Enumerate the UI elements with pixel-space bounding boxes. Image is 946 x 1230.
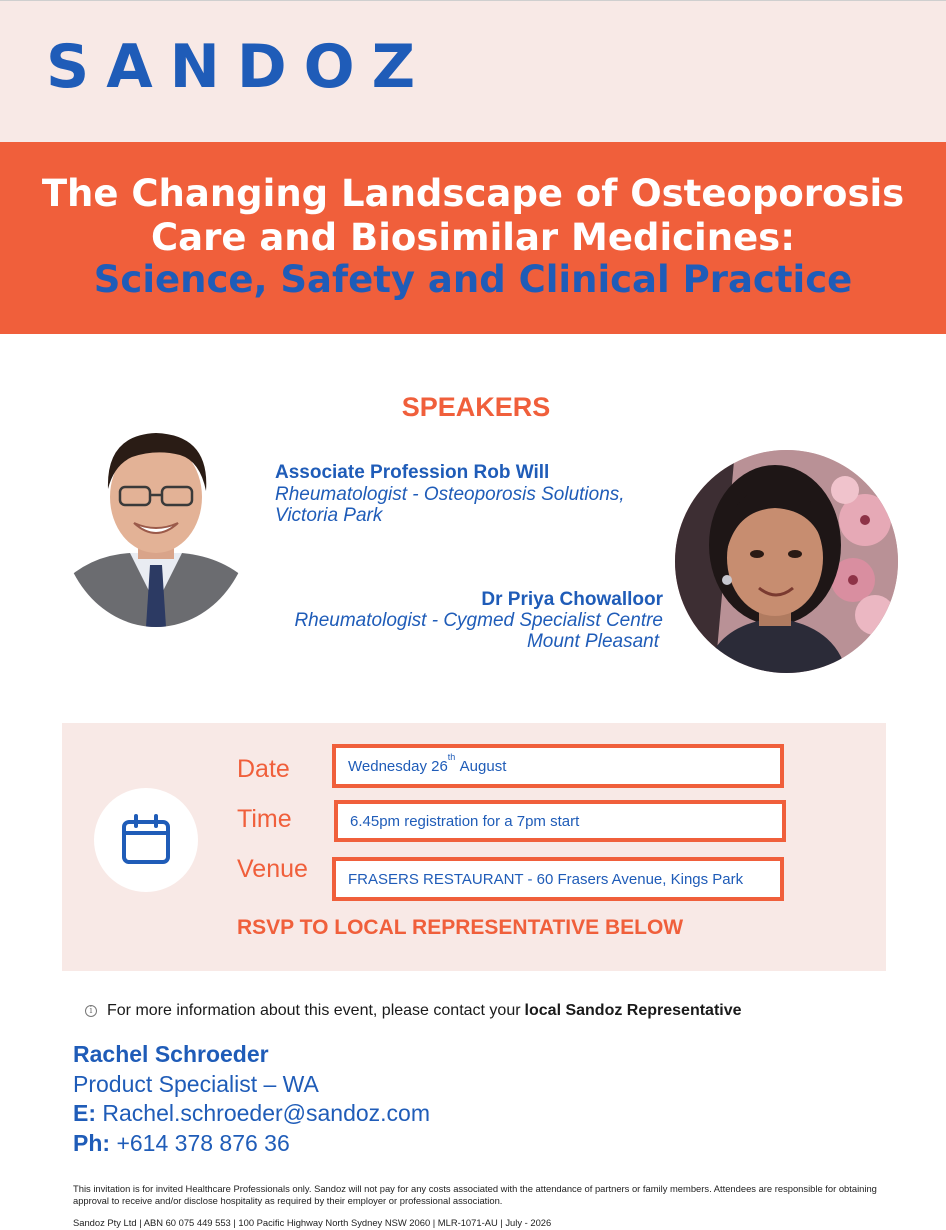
contact-title: Product Specialist – WA: [73, 1071, 319, 1097]
contact-phone-line: [73, 1130, 290, 1157]
contact-phone[interactable]: +614 378 876 36: [116, 1130, 290, 1156]
speaker-1-location: Victoria Park: [275, 505, 383, 526]
title-line-1: The Changing Landscape of Osteoporosis: [41, 172, 905, 215]
venue-value-box: [332, 857, 784, 901]
speaker-2-location: Mount Pleasant: [526, 631, 659, 652]
date-value: Wednesday 26th August: [348, 752, 507, 775]
more-info-text: For more information about this event, please contact your: [107, 1002, 521, 1019]
info-icon: i: [85, 1005, 97, 1017]
time-label: Time: [237, 805, 292, 833]
contact-email-line: [73, 1100, 430, 1127]
email-label: E:: [73, 1100, 96, 1126]
speaker-1-role: Rheumatologist - Osteoporosis Solutions,: [275, 484, 625, 505]
speakers-heading: SPEAKERS: [401, 392, 551, 422]
speaker-portrait-1: [60, 405, 252, 627]
event-details-panel: [62, 723, 886, 971]
more-info-bold: local Sandoz Representative: [524, 1002, 742, 1019]
venue-label: Venue: [237, 855, 308, 883]
title-banner: [0, 142, 946, 334]
time-value: 6.45pm registration for a 7pm start: [350, 812, 580, 830]
contact-email-link[interactable]: Rachel.schroeder@sandoz.com: [102, 1100, 431, 1126]
time-value-box: [334, 800, 786, 842]
speaker-photo-woman: [675, 450, 898, 673]
speaker-2-role: Rheumatologist - Cygmed Specialist Centre: [294, 610, 663, 631]
date-value-box: [332, 744, 784, 788]
sandoz-logo: SANDOZ: [46, 32, 433, 102]
calendar-icon-badge: [94, 788, 198, 892]
header-band: [0, 0, 946, 142]
title-line-2: Care and Biosimilar Medicines:: [151, 216, 795, 259]
speaker-photo-man: [60, 405, 252, 627]
subtitle: Science, Safety and Clinical Practice: [93, 258, 853, 301]
speaker-2-name: Dr Priya Chowalloor: [481, 589, 663, 610]
contact-name: Rachel Schroeder: [73, 1041, 269, 1067]
speaker-portrait-2: [675, 450, 898, 673]
phone-label: Ph:: [73, 1130, 111, 1156]
date-label: Date: [237, 755, 290, 783]
venue-value: FRASERS RESTAURANT - 60 Frasers Avenue, Kings Park: [348, 870, 744, 888]
more-info-line: [85, 1002, 742, 1020]
footer-company-info: Sandoz Pty Ltd | ABN 60 075 449 553 | 100 Pacific Highway North Sydney NSW 2060 | MLR-1071-AU | July - 2026: [73, 1217, 552, 1228]
speaker-1-name: Associate Profession Rob Will: [275, 462, 550, 483]
disclaimer-text: This invitation is for invited Healthcare Professionals only. Sandoz will not pay for any costs associated with the attendance of partners or family members. Attendees are responsible for obtaining approval to receive and/or disclose hospitality as required by their employer or professional association.: [73, 1183, 877, 1206]
rsvp-instruction: RSVP TO LOCAL REPRESENTATIVE BELOW: [237, 916, 684, 939]
calendar-icon: [120, 814, 172, 866]
